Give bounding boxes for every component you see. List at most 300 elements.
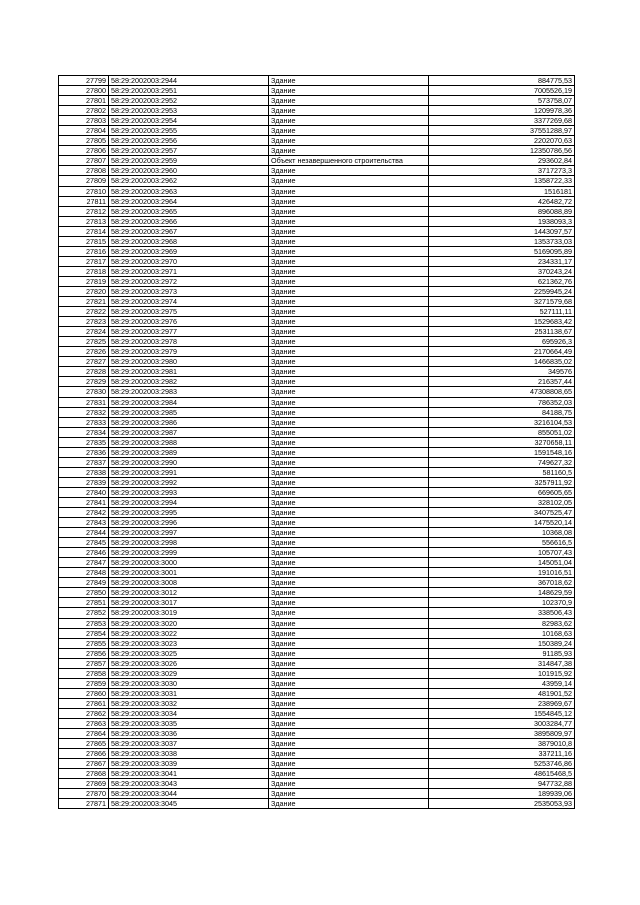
row-number-cell: 27855: [59, 638, 109, 648]
cadastral-number-cell: 58:29:2002003:2974: [109, 297, 269, 307]
cadastral-number-cell: 58:29:2002003:2965: [109, 206, 269, 216]
row-number-cell: 27802: [59, 106, 109, 116]
cadastral-number-cell: 58:29:2002003:3039: [109, 759, 269, 769]
row-number-cell: 27826: [59, 347, 109, 357]
table-row: [59, 668, 575, 678]
row-number-cell: 27867: [59, 759, 109, 769]
cadastral-value-cell: 3216104,53: [429, 417, 575, 427]
row-number-cell: 27869: [59, 779, 109, 789]
cadastral-number-cell: 58:29:2002003:2953: [109, 106, 269, 116]
row-number-cell: 27803: [59, 116, 109, 126]
table-row: [59, 327, 575, 337]
row-number-cell: 27844: [59, 528, 109, 538]
cadastral-number-cell: 58:29:2002003:2964: [109, 196, 269, 206]
cadastral-number-cell: 58:29:2002003:2987: [109, 427, 269, 437]
object-type-cell: Здание: [269, 578, 429, 588]
object-type-cell: Здание: [269, 216, 429, 226]
cadastral-value-cell: 349576: [429, 367, 575, 377]
object-type-cell: Здание: [269, 226, 429, 236]
table-row: [59, 417, 575, 427]
cadastral-number-cell: 58:29:2002003:2970: [109, 256, 269, 266]
cadastral-number-cell: 58:29:2002003:3001: [109, 568, 269, 578]
row-number-cell: 27852: [59, 608, 109, 618]
table-row: [59, 789, 575, 799]
object-type-cell: Здание: [269, 256, 429, 266]
cadastral-value-cell: 189939,06: [429, 789, 575, 799]
table-row: [59, 487, 575, 497]
row-number-cell: 27806: [59, 146, 109, 156]
cadastral-value-cell: 669605,65: [429, 487, 575, 497]
cadastral-number-cell: 58:29:2002003:2952: [109, 96, 269, 106]
row-number-cell: 27862: [59, 708, 109, 718]
cadastral-value-cell: 3407525,47: [429, 508, 575, 518]
row-number-cell: 27816: [59, 246, 109, 256]
table-row: [59, 648, 575, 658]
cadastral-value-cell: 3271579,68: [429, 297, 575, 307]
object-type-cell: Здание: [269, 86, 429, 96]
cadastral-number-cell: 58:29:2002003:2993: [109, 487, 269, 497]
cadastral-number-cell: 58:29:2002003:3000: [109, 558, 269, 568]
row-number-cell: 27849: [59, 578, 109, 588]
cadastral-number-cell: 58:29:2002003:2944: [109, 76, 269, 86]
row-number-cell: 27856: [59, 648, 109, 658]
object-type-cell: Здание: [269, 749, 429, 759]
row-number-cell: 27820: [59, 286, 109, 296]
object-type-cell: Здание: [269, 297, 429, 307]
object-type-cell: Здание: [269, 648, 429, 658]
cadastral-number-cell: 58:29:2002003:3031: [109, 688, 269, 698]
object-type-cell: Здание: [269, 477, 429, 487]
row-number-cell: 27822: [59, 307, 109, 317]
cadastral-number-cell: 58:29:2002003:2994: [109, 497, 269, 507]
row-number-cell: 27823: [59, 317, 109, 327]
table-row: [59, 286, 575, 296]
cadastral-value-cell: 581160,5: [429, 467, 575, 477]
cadastral-value-cell: 314847,38: [429, 658, 575, 668]
cadastral-value-cell: 2259945,24: [429, 286, 575, 296]
table-row: [59, 236, 575, 246]
cadastral-value-cell: 695926,3: [429, 337, 575, 347]
object-type-cell: Здание: [269, 116, 429, 126]
object-type-cell: Здание: [269, 397, 429, 407]
cadastral-number-cell: 58:29:2002003:2963: [109, 186, 269, 196]
cadastral-value-cell: 1529683,42: [429, 317, 575, 327]
cadastral-number-cell: 58:29:2002003:2980: [109, 357, 269, 367]
cadastral-value-cell: 148629,59: [429, 588, 575, 598]
cadastral-number-cell: 58:29:2002003:3032: [109, 698, 269, 708]
cadastral-number-cell: 58:29:2002003:3030: [109, 678, 269, 688]
cadastral-value-cell: 91185,93: [429, 648, 575, 658]
object-type-cell: Здание: [269, 447, 429, 457]
table-row: [59, 266, 575, 276]
row-number-cell: 27860: [59, 688, 109, 698]
table-row: [59, 598, 575, 608]
table-row: [59, 317, 575, 327]
cadastral-value-cell: 105707,43: [429, 548, 575, 558]
cadastral-number-cell: 58:29:2002003:3038: [109, 749, 269, 759]
row-number-cell: 27836: [59, 447, 109, 457]
row-number-cell: 27833: [59, 417, 109, 427]
object-type-cell: Здание: [269, 437, 429, 447]
cadastral-number-cell: 58:29:2002003:3044: [109, 789, 269, 799]
object-type-cell: Здание: [269, 678, 429, 688]
table-row: [59, 467, 575, 477]
row-number-cell: 27863: [59, 719, 109, 729]
object-type-cell: Здание: [269, 608, 429, 618]
object-type-cell: Здание: [269, 688, 429, 698]
row-number-cell: 27831: [59, 397, 109, 407]
object-type-cell: Здание: [269, 719, 429, 729]
object-type-cell: Здание: [269, 548, 429, 558]
table-row: [59, 739, 575, 749]
table-row: [59, 638, 575, 648]
row-number-cell: 27847: [59, 558, 109, 568]
table-row: [59, 538, 575, 548]
row-number-cell: 27871: [59, 799, 109, 809]
row-number-cell: 27864: [59, 729, 109, 739]
cadastral-value-cell: 3257911,92: [429, 477, 575, 487]
table-row: [59, 387, 575, 397]
object-type-cell: Здание: [269, 317, 429, 327]
row-number-cell: 27840: [59, 487, 109, 497]
table-row: [59, 96, 575, 106]
cadastral-value-cell: 749627,32: [429, 457, 575, 467]
table-row: [59, 497, 575, 507]
table-row: [59, 779, 575, 789]
object-type-cell: Здание: [269, 568, 429, 578]
cadastral-number-cell: 58:29:2002003:2986: [109, 417, 269, 427]
object-type-cell: Здание: [269, 96, 429, 106]
table-row: [59, 759, 575, 769]
row-number-cell: 27858: [59, 668, 109, 678]
cadastral-value-cell: 3895809,97: [429, 729, 575, 739]
object-type-cell: Здание: [269, 628, 429, 638]
table-row: [59, 588, 575, 598]
object-type-cell: Здание: [269, 327, 429, 337]
row-number-cell: 27809: [59, 176, 109, 186]
row-number-cell: 27846: [59, 548, 109, 558]
table-row: [59, 216, 575, 226]
cadastral-value-cell: 786352,03: [429, 397, 575, 407]
row-number-cell: 27819: [59, 276, 109, 286]
row-number-cell: 27812: [59, 206, 109, 216]
cadastral-number-cell: 58:29:2002003:3026: [109, 658, 269, 668]
cadastral-value-cell: 293602,84: [429, 156, 575, 166]
cadastral-number-cell: 58:29:2002003:2988: [109, 437, 269, 447]
cadastral-value-cell: 947732,88: [429, 779, 575, 789]
object-type-cell: Здание: [269, 377, 429, 387]
cadastral-value-cell: 2531138,67: [429, 327, 575, 337]
object-type-cell: Здание: [269, 106, 429, 116]
object-type-cell: Здание: [269, 307, 429, 317]
table-row: [59, 226, 575, 236]
cadastral-value-cell: 1353733,03: [429, 236, 575, 246]
row-number-cell: 27842: [59, 508, 109, 518]
cadastral-value-cell: 481901,52: [429, 688, 575, 698]
object-type-cell: Здание: [269, 739, 429, 749]
cadastral-value-cell: 338506,43: [429, 608, 575, 618]
object-type-cell: Здание: [269, 638, 429, 648]
row-number-cell: 27817: [59, 256, 109, 266]
cadastral-number-cell: 58:29:2002003:2955: [109, 126, 269, 136]
cadastral-number-cell: 58:29:2002003:2992: [109, 477, 269, 487]
cadastral-value-cell: 1209978,36: [429, 106, 575, 116]
table-row: [59, 307, 575, 317]
object-type-cell: Здание: [269, 618, 429, 628]
row-number-cell: 27845: [59, 538, 109, 548]
cadastral-number-cell: 58:29:2002003:3012: [109, 588, 269, 598]
cadastral-value-cell: 150389,24: [429, 638, 575, 648]
row-number-cell: 27810: [59, 186, 109, 196]
row-number-cell: 27857: [59, 658, 109, 668]
table-row: [59, 658, 575, 668]
row-number-cell: 27859: [59, 678, 109, 688]
table-row: [59, 126, 575, 136]
row-number-cell: 27807: [59, 156, 109, 166]
cadastral-number-cell: 58:29:2002003:2984: [109, 397, 269, 407]
cadastral-value-cell: 82983,62: [429, 618, 575, 628]
cadastral-value-cell: 238969,67: [429, 698, 575, 708]
cadastral-number-cell: 58:29:2002003:2975: [109, 307, 269, 317]
cadastral-number-cell: 58:29:2002003:2966: [109, 216, 269, 226]
object-type-cell: Здание: [269, 588, 429, 598]
table-row: [59, 256, 575, 266]
table-row: [59, 508, 575, 518]
object-type-cell: Здание: [269, 528, 429, 538]
row-number-cell: 27808: [59, 166, 109, 176]
cadastral-value-cell: 884775,53: [429, 76, 575, 86]
table-row: [59, 799, 575, 809]
cadastral-value-cell: 1554845,12: [429, 708, 575, 718]
row-number-cell: 27830: [59, 387, 109, 397]
row-number-cell: 27868: [59, 769, 109, 779]
object-type-cell: Здание: [269, 126, 429, 136]
object-type-cell: Здание: [269, 708, 429, 718]
object-type-cell: Объект незавершенного строительства: [269, 156, 429, 166]
table-row: [59, 246, 575, 256]
cadastral-number-cell: 58:29:2002003:3019: [109, 608, 269, 618]
cadastral-number-cell: 58:29:2002003:2996: [109, 518, 269, 528]
cadastral-number-cell: 58:29:2002003:2976: [109, 317, 269, 327]
cadastral-number-cell: 58:29:2002003:3045: [109, 799, 269, 809]
cadastral-number-cell: 58:29:2002003:2977: [109, 327, 269, 337]
cadastral-value-cell: 367018,62: [429, 578, 575, 588]
row-number-cell: 27814: [59, 226, 109, 236]
table-row: [59, 688, 575, 698]
table-row: [59, 377, 575, 387]
table-row: [59, 136, 575, 146]
table-row: [59, 477, 575, 487]
cadastral-value-cell: 1475520,14: [429, 518, 575, 528]
row-number-cell: 27827: [59, 357, 109, 367]
cadastral-number-cell: 58:29:2002003:3022: [109, 628, 269, 638]
object-type-cell: Здание: [269, 508, 429, 518]
table-row: [59, 518, 575, 528]
object-type-cell: Здание: [269, 337, 429, 347]
object-type-cell: Здание: [269, 769, 429, 779]
cadastral-number-cell: 58:29:2002003:2962: [109, 176, 269, 186]
cadastral-value-cell: 328102,05: [429, 497, 575, 507]
table-row: [59, 678, 575, 688]
object-type-cell: Здание: [269, 487, 429, 497]
object-type-cell: Здание: [269, 598, 429, 608]
table-row: [59, 337, 575, 347]
table-row: [59, 528, 575, 538]
object-type-cell: Здание: [269, 276, 429, 286]
row-number-cell: 27799: [59, 76, 109, 86]
object-type-cell: Здание: [269, 196, 429, 206]
object-type-cell: Здание: [269, 166, 429, 176]
cadastral-number-cell: 58:29:2002003:2978: [109, 337, 269, 347]
table-row: [59, 196, 575, 206]
cadastral-value-cell: 1443097,57: [429, 226, 575, 236]
table-row: [59, 749, 575, 759]
cadastral-number-cell: 58:29:2002003:2969: [109, 246, 269, 256]
cadastral-value-cell: 3377269,68: [429, 116, 575, 126]
object-type-cell: Здание: [269, 357, 429, 367]
object-type-cell: Здание: [269, 558, 429, 568]
table-row: [59, 116, 575, 126]
table-row: [59, 608, 575, 618]
cadastral-value-cell: 10368,08: [429, 528, 575, 538]
cadastral-value-cell: 234331,17: [429, 256, 575, 266]
row-number-cell: 27870: [59, 789, 109, 799]
row-number-cell: 27811: [59, 196, 109, 206]
cadastral-value-cell: 3003284,77: [429, 719, 575, 729]
object-type-cell: Здание: [269, 457, 429, 467]
cadastral-value-cell: 2202070,63: [429, 136, 575, 146]
row-number-cell: 27835: [59, 437, 109, 447]
row-number-cell: 27821: [59, 297, 109, 307]
table-row: [59, 276, 575, 286]
table-row: [59, 166, 575, 176]
cadastral-number-cell: 58:29:2002003:2960: [109, 166, 269, 176]
cadastral-number-cell: 58:29:2002003:3037: [109, 739, 269, 749]
cadastral-value-cell: 5169095,89: [429, 246, 575, 256]
row-number-cell: 27837: [59, 457, 109, 467]
cadastral-number-cell: 58:29:2002003:2985: [109, 407, 269, 417]
object-type-cell: Здание: [269, 206, 429, 216]
cadastral-value-cell: 101915,92: [429, 668, 575, 678]
cadastral-value-cell: 896088,89: [429, 206, 575, 216]
cadastral-number-cell: 58:29:2002003:2998: [109, 538, 269, 548]
cadastral-number-cell: 58:29:2002003:3043: [109, 779, 269, 789]
cadastral-number-cell: 58:29:2002003:3008: [109, 578, 269, 588]
row-number-cell: 27804: [59, 126, 109, 136]
cadastral-value-cell: 1466835,02: [429, 357, 575, 367]
cadastral-number-cell: 58:29:2002003:2959: [109, 156, 269, 166]
row-number-cell: 27839: [59, 477, 109, 487]
table-row: [59, 729, 575, 739]
cadastral-number-cell: 58:29:2002003:2997: [109, 528, 269, 538]
row-number-cell: 27829: [59, 377, 109, 387]
table-row: [59, 397, 575, 407]
row-number-cell: 27853: [59, 618, 109, 628]
object-type-cell: Здание: [269, 76, 429, 86]
object-type-cell: Здание: [269, 266, 429, 276]
row-number-cell: 27813: [59, 216, 109, 226]
table-row: [59, 558, 575, 568]
object-type-cell: Здание: [269, 518, 429, 528]
cadastral-number-cell: 58:29:2002003:2990: [109, 457, 269, 467]
table-row: [59, 618, 575, 628]
object-type-cell: Здание: [269, 668, 429, 678]
cadastral-number-cell: 58:29:2002003:2957: [109, 146, 269, 156]
cadastral-value-cell: 37551288,97: [429, 126, 575, 136]
cadastral-number-cell: 58:29:2002003:3035: [109, 719, 269, 729]
row-number-cell: 27828: [59, 367, 109, 377]
row-number-cell: 27832: [59, 407, 109, 417]
cadastral-value-cell: 1516181: [429, 186, 575, 196]
cadastral-value-cell: 3717273,3: [429, 166, 575, 176]
cadastral-value-cell: 2170664,49: [429, 347, 575, 357]
cadastral-number-cell: 58:29:2002003:3023: [109, 638, 269, 648]
table-row: [59, 708, 575, 718]
cadastral-number-cell: 58:29:2002003:3041: [109, 769, 269, 779]
cadastral-value-cell: 145051,04: [429, 558, 575, 568]
object-type-cell: Здание: [269, 347, 429, 357]
cadastral-value-cell: 84188,75: [429, 407, 575, 417]
cadastral-value-cell: 12350786,56: [429, 146, 575, 156]
row-number-cell: 27848: [59, 568, 109, 578]
cadastral-value-cell: 2535053,93: [429, 799, 575, 809]
cadastral-number-cell: 58:29:2002003:2968: [109, 236, 269, 246]
object-type-cell: Здание: [269, 759, 429, 769]
cadastral-number-cell: 58:29:2002003:2973: [109, 286, 269, 296]
object-type-cell: Здание: [269, 729, 429, 739]
object-type-cell: Здание: [269, 136, 429, 146]
cadastral-value-cell: 7005526,19: [429, 86, 575, 96]
object-type-cell: Здание: [269, 658, 429, 668]
cadastral-value-cell: 621362,76: [429, 276, 575, 286]
cadastral-number-cell: 58:29:2002003:2981: [109, 367, 269, 377]
cadastral-number-cell: 58:29:2002003:2956: [109, 136, 269, 146]
cadastral-value-cell: 556616,5: [429, 538, 575, 548]
row-number-cell: 27824: [59, 327, 109, 337]
cadastral-number-cell: 58:29:2002003:2979: [109, 347, 269, 357]
cadastral-number-cell: 58:29:2002003:3017: [109, 598, 269, 608]
cadastral-value-cell: 47308808,65: [429, 387, 575, 397]
cadastral-value-cell: 1358722,33: [429, 176, 575, 186]
cadastral-value-cell: 10168,63: [429, 628, 575, 638]
object-type-cell: Здание: [269, 146, 429, 156]
object-type-cell: Здание: [269, 387, 429, 397]
row-number-cell: 27861: [59, 698, 109, 708]
table-row: [59, 719, 575, 729]
table-row: [59, 578, 575, 588]
table-row: [59, 447, 575, 457]
row-number-cell: 27865: [59, 739, 109, 749]
cadastral-number-cell: 58:29:2002003:2999: [109, 548, 269, 558]
cadastral-value-cell: 426482,72: [429, 196, 575, 206]
object-type-cell: Здание: [269, 236, 429, 246]
table-row: [59, 407, 575, 417]
row-number-cell: 27815: [59, 236, 109, 246]
cadastral-number-cell: 58:29:2002003:2967: [109, 226, 269, 236]
cadastral-value-cell: 1938093,3: [429, 216, 575, 226]
cadastral-value-cell: 3270658,11: [429, 437, 575, 447]
row-number-cell: 27800: [59, 86, 109, 96]
cadastral-value-cell: 527111,11: [429, 307, 575, 317]
cadastral-number-cell: 58:29:2002003:2983: [109, 387, 269, 397]
cadastral-number-cell: 58:29:2002003:2972: [109, 276, 269, 286]
cadastral-value-cell: 370243,24: [429, 266, 575, 276]
cadastral-number-cell: 58:29:2002003:3025: [109, 648, 269, 658]
cadastral-number-cell: 58:29:2002003:2995: [109, 508, 269, 518]
table-row: [59, 628, 575, 638]
table-row: [59, 156, 575, 166]
cadastral-value-cell: 191016,51: [429, 568, 575, 578]
